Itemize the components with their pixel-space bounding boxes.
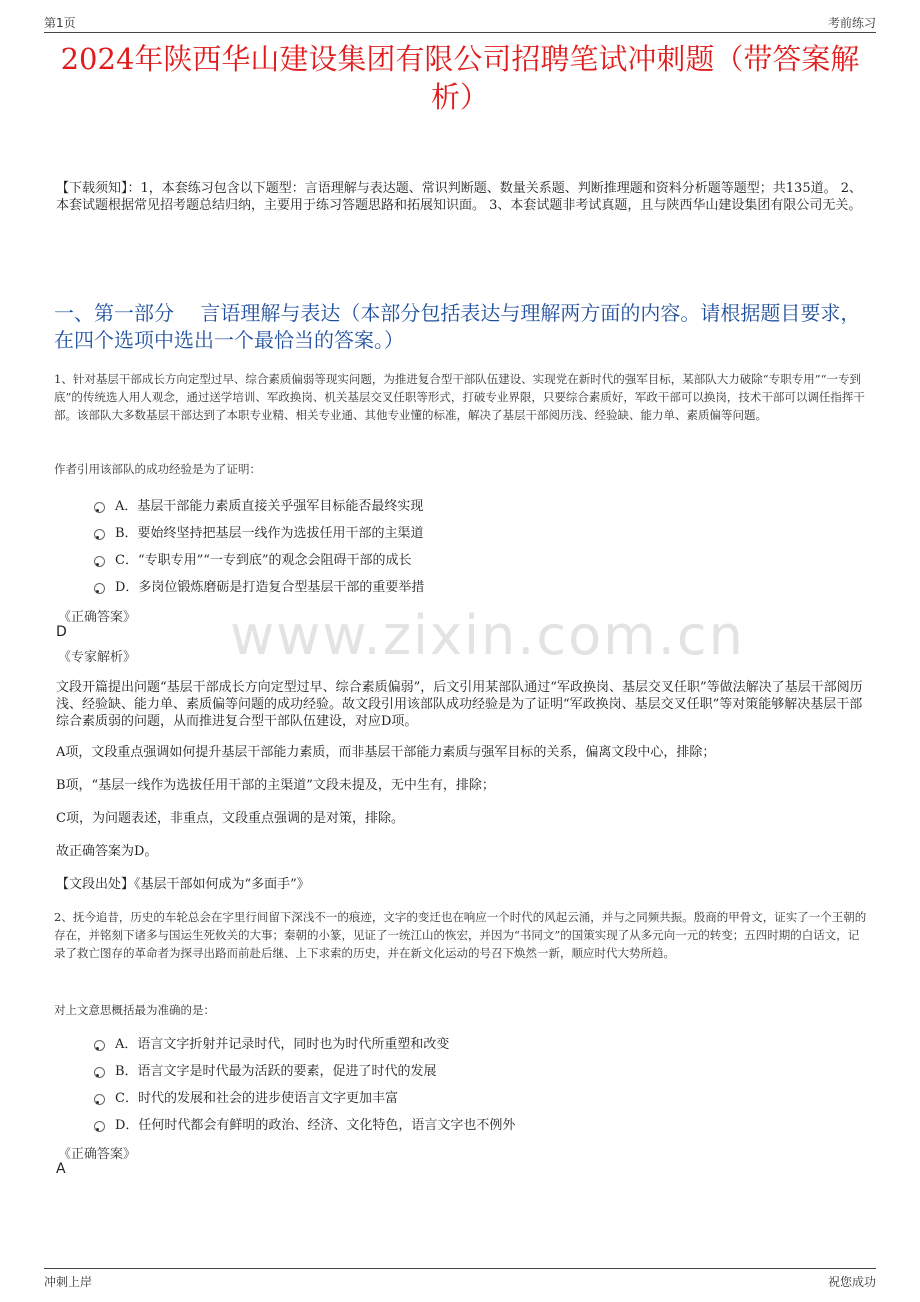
option-label: A．基层干部能力素质直接关乎强军目标能否最终实现 [115,498,424,514]
document-title: 2024年陕西华山建设集团有限公司招聘笔试冲刺题（带答案解析） [60,42,860,114]
analysis-option-c: C项，为问题表述，非重点，文段重点强调的是对策，排除。 [56,811,404,826]
question-1-option-a[interactable] [94,494,423,514]
option-label: C．时代的发展和社会的进步使语言文字更加丰富 [115,1090,398,1106]
question-2-option-d[interactable] [94,1113,515,1133]
radio-icon[interactable] [94,1040,105,1051]
option-label: D．多岗位锻炼磨砺是打造复合型基层干部的重要举措 [115,579,425,595]
analysis-source: 【文段出处】《基层干部如何成为“多面手”》 [56,877,310,892]
option-label: D．任何时代都会有鲜明的政治、经济、文化特色，语言文字也不例外 [115,1117,516,1133]
radio-icon[interactable] [94,583,105,594]
question-1-option-c[interactable] [94,548,412,568]
analysis-label: 《专家解析》 [58,650,137,665]
footer-left: 冲刺上岸 [44,1275,93,1289]
question-1-option-d[interactable] [94,575,424,595]
answer-value: D [56,624,67,640]
question-2-prompt: 对上文意思概括最为准确的是： [54,1003,215,1017]
question-2-option-c[interactable] [94,1086,398,1106]
analysis-paragraph: 文段开篇提出问题“基层干部成长方向定型过早、综合素质偏弱”，后文引用某部队通过“军政换岗、基层交叉任职”等做法解决了基层干部阅历浅、经验缺、能力单、素质偏等问题的成功经验。故文段引用该部队成功经验是为了证明“军政换岗、基层交叉任职”等对策能够解决基层干部综合素质弱的问题，从而推进复合型干部队伍建设，对应D项。 [56,680,863,729]
radio-icon[interactable] [94,556,105,567]
radio-icon[interactable] [94,1121,105,1132]
analysis-conclusion: 故正确答案为D。 [56,844,158,859]
answer-label: 《正确答案》 [58,610,137,625]
footer-right: 祝您成功 [827,1275,876,1289]
radio-icon[interactable] [94,1094,105,1105]
section-heading: 一、第一部分 言语理解与表达（本部分包括表达与理解两方面的内容。请根据题目要求，在四个选项中选出一个最恰当的答案。） [54,301,861,352]
question-1-prompt: 作者引用该部队的成功经验是为了证明： [54,462,261,476]
analysis-option-b: B项，“基层一线作为选拔任用干部的主渠道”文段未提及，无中生有，排除； [56,778,495,793]
option-label: C．“专职专用”“一专到底”的观念会阻碍干部的成长 [115,552,412,568]
question-1-text: 1、针对基层干部成长方向定型过早、综合素质偏弱等现实问题，为推进复合型干部队伍建设、实现党在新时代的强军目标，某部队大力破除“专职专用”“一专到底”的传统选人用人观念，通过送学培训、军政换岗、机关基层交叉任职等形式，打破专业界限，只要综合素质好，军政干部可以换岗，技术干部可以调任指挥干部。该部队大多数基层干部达到了本职专业精、相关专业通、其他专业懂的标准，解决了基层干部阅历浅、经验缺、能力单、素质偏等问题。 [54,372,865,422]
download-notice: 【下载须知】：1，本套练习包含以下题型：言语理解与表达题、常识判断题、数量关系题、判断推理题和资料分析题等题型；共135道。 2、本套试题根据常见招考题总结归纳，主要用于练习答题思路和拓展知识面。 3、本套试题非考试真题，且与陕西华山建设集团有限公司无关。 [56,181,862,213]
page-header [44,10,876,33]
question-1-option-b[interactable] [94,521,424,541]
option-label: B．要始终坚持把基层一线作为选拔任用干部的主渠道 [115,525,424,541]
question-2-text: 2、抚今追昔，历史的车轮总会在字里行间留下深浅不一的痕迹，文字的变迁也在响应一个时代的风起云涌，并与之同频共振。殷商的甲骨文，证实了一个王朝的存在，并铭刻下诸多与国运生死攸关的大事；秦朝的小篆，见证了一统江山的恢宏，并因为“书同文”的国策实现了从多元向一元的转变；五四时期的白话文，记录了救亡图存的革命者为探寻出路而前赴后继、上下求索的历史，并在新文化运动的号召下焕然一新，顺应时代大势所趋。 [54,910,867,960]
radio-icon[interactable] [94,502,105,513]
question-2-option-a[interactable] [94,1032,449,1052]
answer-label: 《正确答案》 [58,1147,137,1162]
analysis-option-a: A项，文段重点强调如何提升基层干部能力素质，而非基层干部能力素质与强军目标的关系，偏离文段中心，排除； [56,745,716,760]
radio-icon[interactable] [94,529,105,540]
question-2-option-b[interactable] [94,1059,437,1079]
answer-value: A [56,1161,66,1177]
watermark: www.zixin.com.cn [230,604,745,667]
option-label: B．语言文字是时代最为活跃的要素，促进了时代的发展 [115,1063,437,1079]
option-label: A．语言文字折射并记录时代，同时也为时代所重塑和改变 [115,1036,450,1052]
radio-icon[interactable] [94,1067,105,1078]
page-number: 第1页 [44,16,76,30]
header-tag: 考前练习 [827,16,876,30]
page-footer [44,1268,876,1291]
